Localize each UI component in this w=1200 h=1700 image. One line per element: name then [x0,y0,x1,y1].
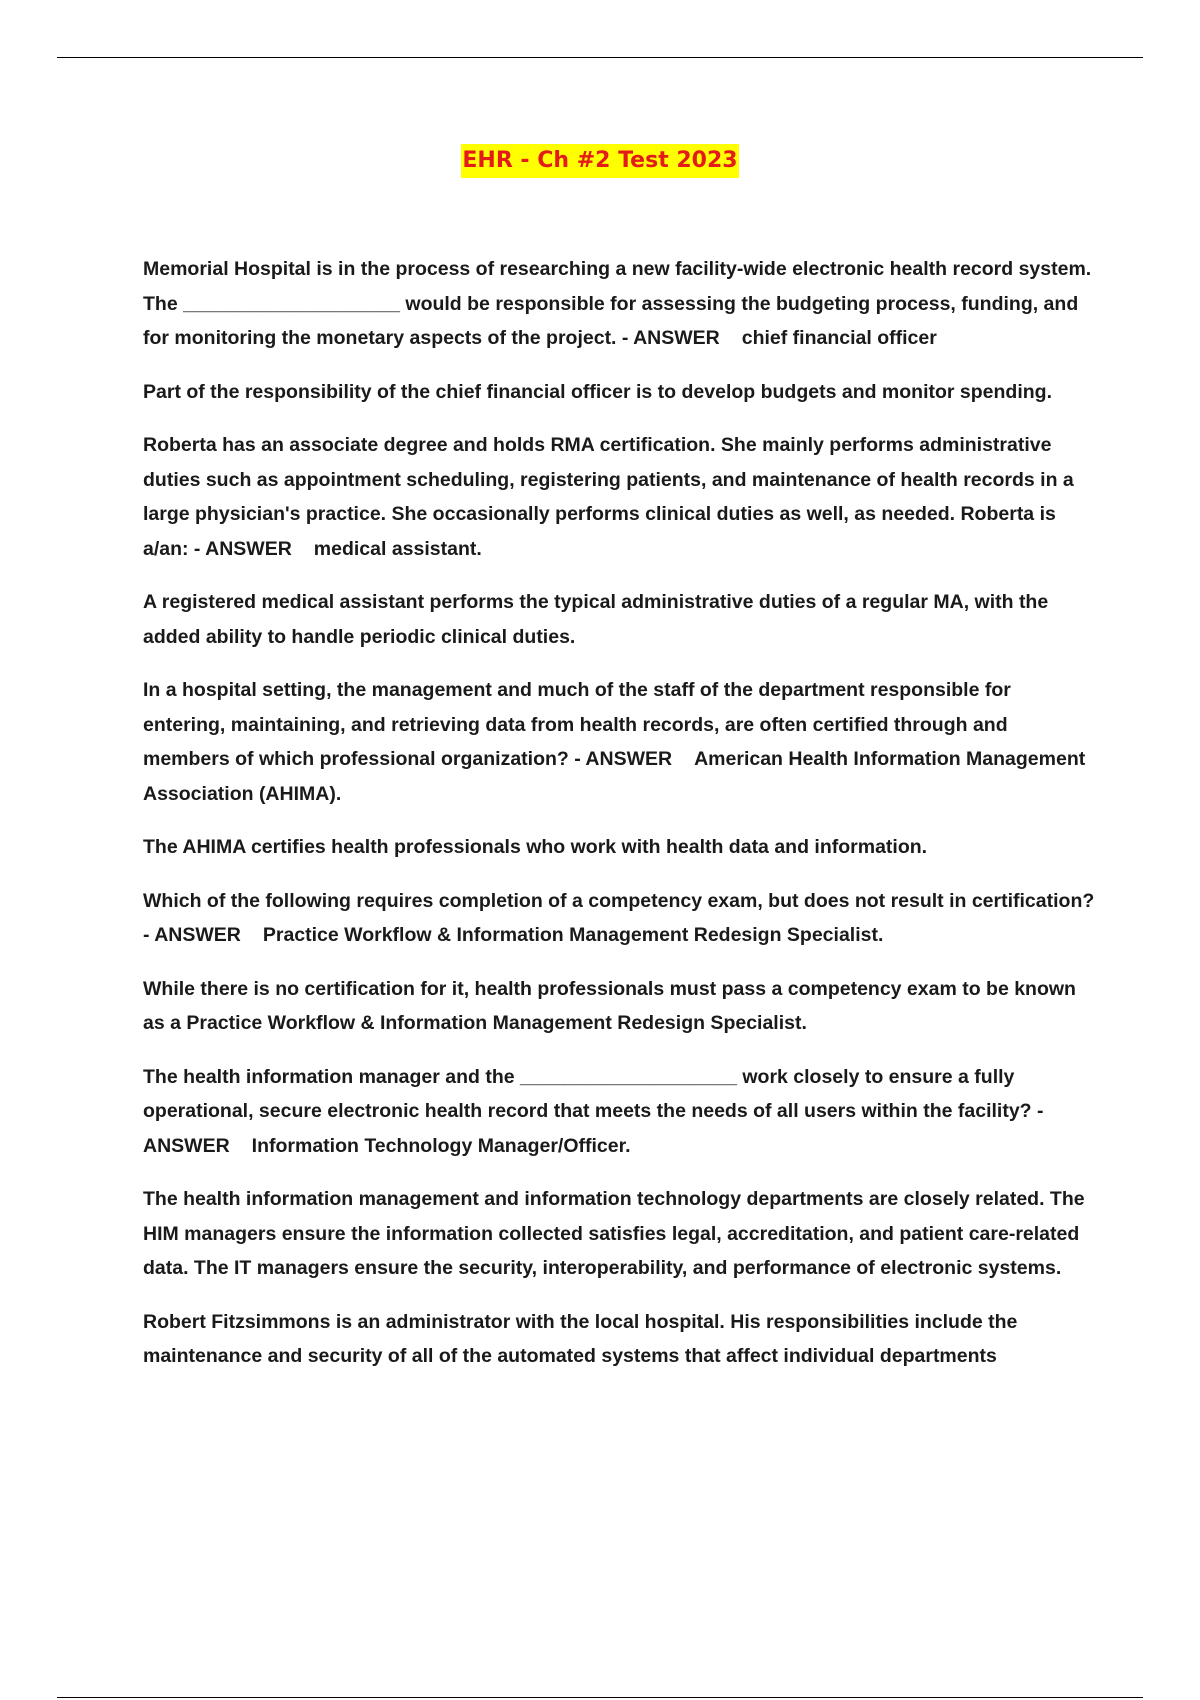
document-body [143,252,1097,1393]
answer-text: medical assistant. [313,537,482,560]
answer-text: Practice Workflow & Information Management Redesign Specialist. [262,924,884,946]
explanation-paragraph: A registered medical assistant performs the typical administrative duties of a regular MA, with the added ability to handle periodic clinical duties. [143,591,1049,648]
question-text: Roberta has an associate degree and holds RMA certification. She mainly performs administrative duties such as appointment scheduling, registering patients, and maintenance of health records in a large physician's practice. She occasionally performs clinical duties as well, as needed. Roberta is a/an: - ANSWER [143,434,1074,560]
question-text: Which of the following requires completion of a competency exam, but does not result in certification? - ANSWER [143,889,1095,946]
question-text: In a hospital setting, the management and much of the staff of the department responsible for entering, maintaining, and retrieving data from health records, are often certified through and members of which professional organization? - ANSWER [143,679,1011,770]
top-rule [57,57,1143,58]
explanation-paragraph: The health information management and information technology departments are closely related. The HIM managers ensure the information collected satisfies legal, accreditation, and patient care-related data. The IT managers ensure the security, interoperability, and performance of electronic systems. [143,1188,1085,1279]
title-container [0,144,1200,178]
question-paragraph [143,673,1097,811]
answer-text: chief financial officer [741,327,937,349]
question-text: The health information manager and the ____________________ work closely to ensure a fully operational, secure electronic health record that meets the needs of all users within the facility? - ANSWER [143,1065,1044,1157]
document-title: EHR - Ch #2 Test 2023 [461,144,738,178]
bottom-rule [57,1697,1143,1698]
answer-text: Information Technology Manager/Officer. [251,1134,631,1157]
question-paragraph [143,428,1097,566]
explanation-paragraph: While there is no certification for it, health professionals must pass a competency exam to be known as a Practice Workflow & Information Management Redesign Specialist. [143,977,1076,1034]
explanation-paragraph: Robert Fitzsimmons is an administrator with the local hospital. His responsibilities include the maintenance and security of all of the automated systems that affect individual departments [143,1310,1018,1367]
question-paragraph [143,884,1097,953]
question-text: Memorial Hospital is in the process of researching a new facility-wide electronic health record system. The ____________________ would be responsible for assessing the budgeting process, funding, and for monitoring the monetary aspects of the project. - ANSWER [143,258,1092,349]
explanation-paragraph: The AHIMA certifies health professionals who work with health data and information. [143,836,928,858]
question-paragraph [143,1060,1097,1164]
answer-text: American Health Information Management Association (AHIMA). [143,748,1086,805]
explanation-paragraph: Part of the responsibility of the chief financial officer is to develop budgets and monitor spending. [143,380,1053,403]
question-paragraph [143,252,1097,356]
